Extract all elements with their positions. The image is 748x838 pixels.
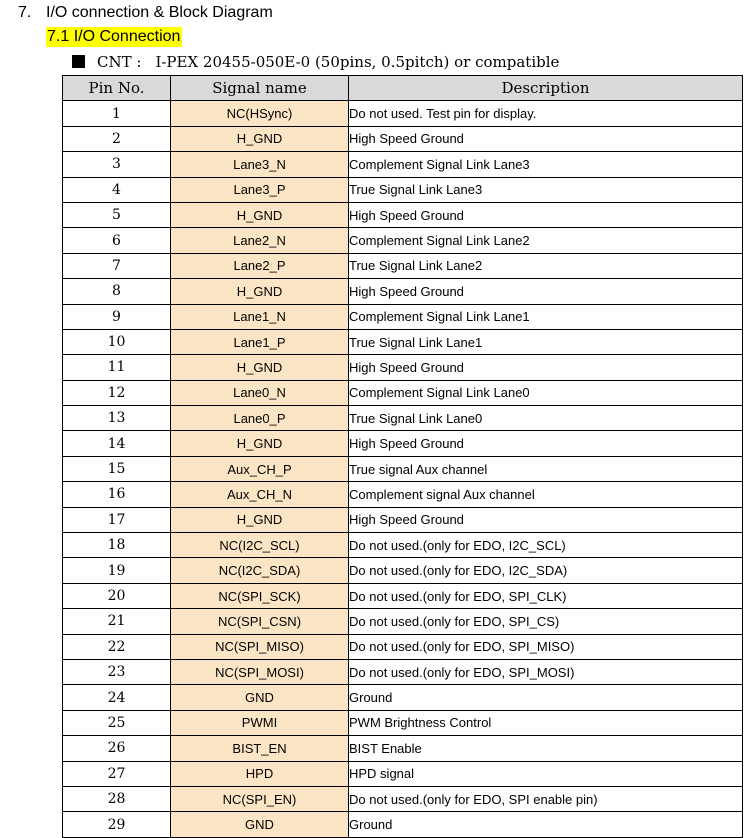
pin-number-cell: 25 [63, 710, 171, 735]
table-row [63, 279, 743, 304]
description-cell: High Speed Ground [349, 202, 743, 227]
pin-table-body [63, 101, 743, 837]
signal-name-cell: NC(HSync) [171, 101, 349, 126]
pin-number-cell: 13 [63, 406, 171, 431]
signal-name-cell: NC(SPI_MISO) [171, 634, 349, 659]
pin-number-cell: 8 [63, 279, 171, 304]
signal-name-cell: NC(SPI_CSN) [171, 609, 349, 634]
table-row [63, 456, 743, 481]
square-bullet-icon [72, 55, 85, 68]
pin-number-cell: 18 [63, 533, 171, 558]
description-cell: BIST Enable [349, 736, 743, 761]
connector-value: I-PEX 20455-050E-0 (50pins, 0.5pitch) or compatible [155, 53, 560, 71]
pin-number-cell: 14 [63, 431, 171, 456]
connector-line [72, 52, 559, 72]
signal-name-cell: GND [171, 812, 349, 837]
subsection-heading: 7.1 I/O Connection [47, 28, 181, 45]
signal-name-cell: GND [171, 685, 349, 710]
table-row [63, 558, 743, 583]
connector-label: CNT : [97, 53, 142, 71]
pin-number-cell: 1 [63, 101, 171, 126]
description-cell: Do not used.(only for EDO, I2C_SDA) [349, 558, 743, 583]
table-row [63, 786, 743, 811]
pin-number-cell: 15 [63, 456, 171, 481]
description-cell: True Signal Link Lane0 [349, 406, 743, 431]
header-signal-name: Signal name [171, 76, 349, 101]
pin-number-cell: 12 [63, 380, 171, 405]
signal-name-cell: NC(SPI_EN) [171, 786, 349, 811]
table-row [63, 482, 743, 507]
table-row [63, 202, 743, 227]
table-row [63, 659, 743, 684]
pin-number-cell: 7 [63, 253, 171, 278]
table-row [63, 228, 743, 253]
signal-name-cell: H_GND [171, 431, 349, 456]
signal-name-cell: Lane0_P [171, 406, 349, 431]
signal-name-cell: NC(I2C_SCL) [171, 533, 349, 558]
section-number: 7. [18, 4, 32, 21]
pin-number-cell: 23 [63, 659, 171, 684]
description-cell: Do not used. Test pin for display. [349, 101, 743, 126]
description-cell: High Speed Ground [349, 279, 743, 304]
signal-name-cell: NC(SPI_MOSI) [171, 659, 349, 684]
signal-name-cell: Lane2_P [171, 253, 349, 278]
signal-name-cell: NC(SPI_SCK) [171, 583, 349, 608]
pin-number-cell: 2 [63, 126, 171, 151]
pin-number-cell: 11 [63, 355, 171, 380]
table-row [63, 253, 743, 278]
description-cell: Complement signal Aux channel [349, 482, 743, 507]
table-header-row [63, 76, 743, 101]
table-row [63, 406, 743, 431]
description-cell: True signal Aux channel [349, 456, 743, 481]
pin-number-cell: 4 [63, 177, 171, 202]
description-cell: Ground [349, 685, 743, 710]
signal-name-cell: H_GND [171, 279, 349, 304]
pin-table [62, 75, 743, 838]
table-row [63, 736, 743, 761]
section-title: I/O connection & Block Diagram [46, 4, 273, 21]
description-cell: Complement Signal Link Lane1 [349, 304, 743, 329]
pin-number-cell: 19 [63, 558, 171, 583]
table-row [63, 126, 743, 151]
signal-name-cell: NC(I2C_SDA) [171, 558, 349, 583]
signal-name-cell: Lane0_N [171, 380, 349, 405]
signal-name-cell: Lane2_N [171, 228, 349, 253]
description-cell: High Speed Ground [349, 126, 743, 151]
description-cell: High Speed Ground [349, 355, 743, 380]
table-row [63, 533, 743, 558]
description-cell: Do not used.(only for EDO, SPI_MOSI) [349, 659, 743, 684]
description-cell: Ground [349, 812, 743, 837]
description-cell: Complement Signal Link Lane0 [349, 380, 743, 405]
pin-number-cell: 21 [63, 609, 171, 634]
description-cell: Do not used.(only for EDO, SPI_MISO) [349, 634, 743, 659]
pin-number-cell: 27 [63, 761, 171, 786]
header-pin-no: Pin No. [63, 76, 171, 101]
description-cell: Do not used.(only for EDO, SPI enable pin) [349, 786, 743, 811]
pin-number-cell: 29 [63, 812, 171, 837]
pin-number-cell: 3 [63, 152, 171, 177]
signal-name-cell: Lane1_N [171, 304, 349, 329]
signal-name-cell: BIST_EN [171, 736, 349, 761]
table-row [63, 431, 743, 456]
pin-number-cell: 24 [63, 685, 171, 710]
table-row [63, 507, 743, 532]
pin-number-cell: 10 [63, 329, 171, 354]
table-row [63, 634, 743, 659]
signal-name-cell: HPD [171, 761, 349, 786]
signal-name-cell: Lane1_P [171, 329, 349, 354]
table-row [63, 304, 743, 329]
description-cell: True Signal Link Lane1 [349, 329, 743, 354]
signal-name-cell: Lane3_P [171, 177, 349, 202]
description-cell: True Signal Link Lane3 [349, 177, 743, 202]
pin-number-cell: 5 [63, 202, 171, 227]
pin-number-cell: 26 [63, 736, 171, 761]
signal-name-cell: H_GND [171, 126, 349, 151]
table-row [63, 761, 743, 786]
description-cell: True Signal Link Lane2 [349, 253, 743, 278]
table-row [63, 329, 743, 354]
table-row [63, 685, 743, 710]
header-description: Description [349, 76, 743, 101]
table-row [63, 152, 743, 177]
signal-name-cell: H_GND [171, 355, 349, 380]
signal-name-cell: H_GND [171, 507, 349, 532]
description-cell: Do not used.(only for EDO, I2C_SCL) [349, 533, 743, 558]
table-row [63, 101, 743, 126]
table-row [63, 355, 743, 380]
pin-number-cell: 17 [63, 507, 171, 532]
pin-number-cell: 28 [63, 786, 171, 811]
pin-number-cell: 16 [63, 482, 171, 507]
table-row [63, 177, 743, 202]
pin-number-cell: 20 [63, 583, 171, 608]
description-cell: HPD signal [349, 761, 743, 786]
signal-name-cell: Aux_CH_P [171, 456, 349, 481]
description-cell: High Speed Ground [349, 507, 743, 532]
section-heading [18, 3, 273, 23]
signal-name-cell: Lane3_N [171, 152, 349, 177]
pin-number-cell: 22 [63, 634, 171, 659]
signal-name-cell: H_GND [171, 202, 349, 227]
pin-number-cell: 6 [63, 228, 171, 253]
table-row [63, 380, 743, 405]
table-row [63, 609, 743, 634]
description-cell: Do not used.(only for EDO, SPI_CLK) [349, 583, 743, 608]
table-row [63, 583, 743, 608]
description-cell: Complement Signal Link Lane3 [349, 152, 743, 177]
table-row [63, 812, 743, 837]
pin-number-cell: 9 [63, 304, 171, 329]
table-row [63, 710, 743, 735]
description-cell: Complement Signal Link Lane2 [349, 228, 743, 253]
signal-name-cell: PWMI [171, 710, 349, 735]
description-cell: Do not used.(only for EDO, SPI_CS) [349, 609, 743, 634]
description-cell: PWM Brightness Control [349, 710, 743, 735]
description-cell: High Speed Ground [349, 431, 743, 456]
signal-name-cell: Aux_CH_N [171, 482, 349, 507]
